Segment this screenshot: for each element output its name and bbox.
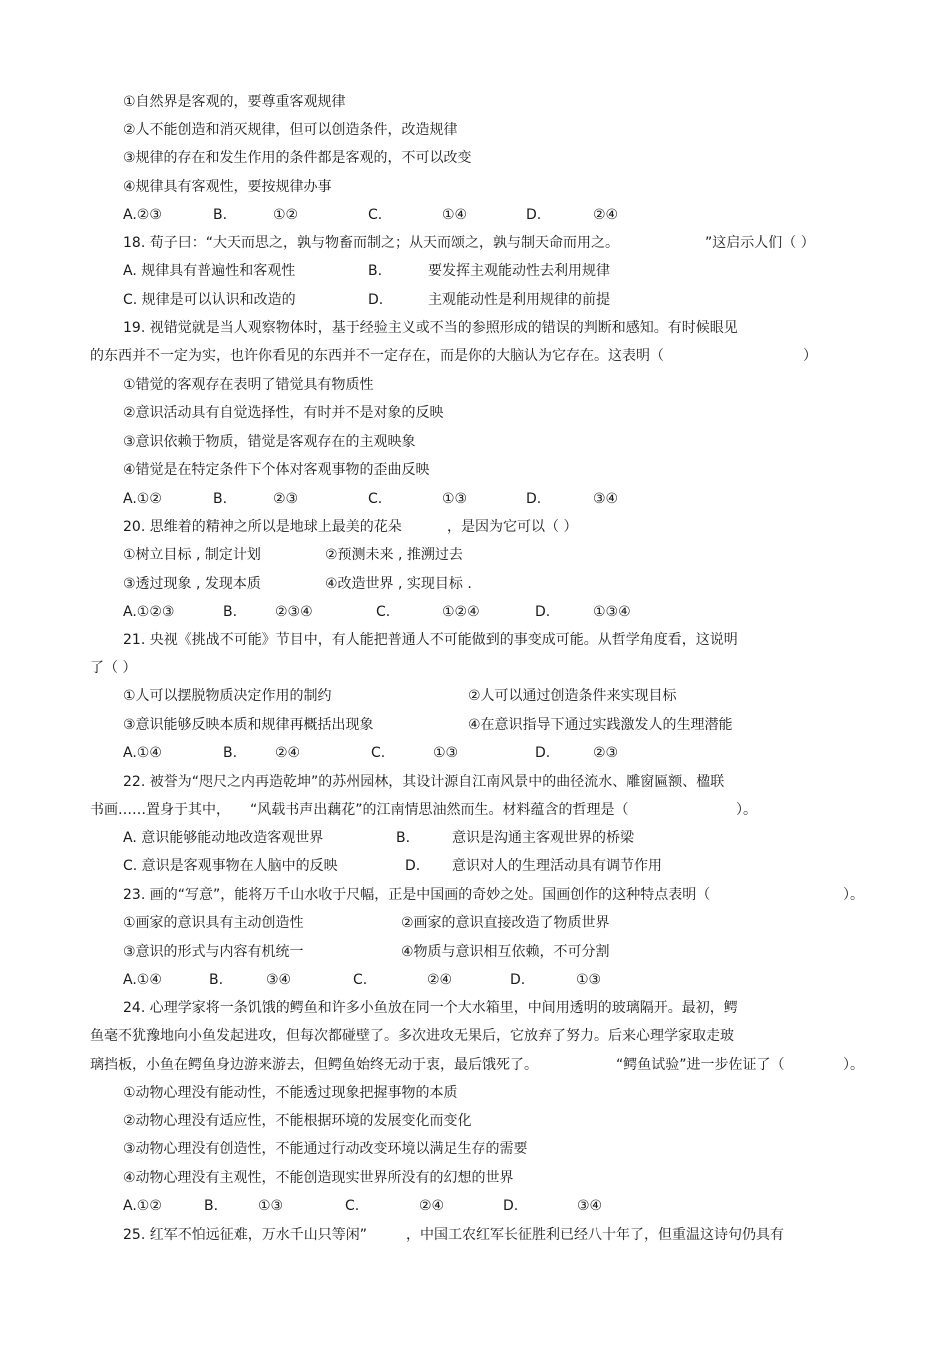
q21-choice-b: ②④ [275, 745, 301, 761]
q20-statement-3: ③透过现象 , 发现本质 [123, 576, 261, 592]
q20-statement-2: ②预测未来 , 推溯过去 [325, 547, 463, 563]
q23-choice-a: A.①④ [123, 972, 162, 988]
q23-choice-d-letter: D. [510, 972, 526, 988]
q24-choice-b-letter: B. [204, 1198, 219, 1214]
q21-choice-b-letter: B. [223, 745, 238, 761]
q20-choice-a: A.①②③ [123, 604, 175, 620]
q17-choice-c-letter: C. [368, 207, 383, 223]
q23-choice-c-letter: C. [353, 972, 368, 988]
q20-statement-1: ①树立目标 , 制定计划 [123, 547, 261, 563]
q23-choice-b-letter: B. [209, 972, 224, 988]
q21-statement-1: ①人可以摆脱物质决定作用的制约 [123, 688, 332, 704]
q19-choice-b: ②③ [273, 491, 299, 507]
q17-choice-b-letter: B. [213, 207, 228, 223]
document-page: ①自然界是客观的，要尊重客观规律 ②人不能创造和消灭规律，但可以创造条件，改造规律 ③规律的存在和发生作用的条件都是客观的，不可以改变 ④规律具有客观性，要按规律办事 A.②③ B. ①② C. ①④ D. ②④ 18. 荀子曰：“大天而思之，孰与物畜而制之；从天而颂之，孰与制天命而用之。 ”这启示人们（ ） A. 规律具有普遍性和客观性 B. 要发挥主观能动性去利用规律 C. 规律是可以认识和改造的 D. 主观能动性是利用规律的前提 19. 视错觉就是当人观察物体时，基于经验主义或不当的参照形成的错误的判断和感知。有时候眼见 的东西并不一定为实，也许你看见的东西并不一定存在，而是你的大脑认为它存在。这表明（ ） ①错觉的客观存在表明了错觉具有物质性 ②意识活动具有自觉选择性，有时并不是对象的反映 ③意识依赖于物质，错觉是客观存在的主观映象 ④错觉是在特定条件下个体对客观事物的歪曲反映 A.①② B. ②③ C. ①③ D. ③④ 20. 思维着的精神之所以是地球上最美的花朵 ，是因为它可以（ ） ①树立目标 , 制定计划 ②预测未来 , 推溯过去 ③透过现象 , 发现本质 ④改造世界 , 实现目标 . A.①②③ B. ②③④ C. ①②④ D. ①③④ 21. 央视《挑战不可能》节目中，有人能把普通人不可能做到的事变成可能。从哲学角度看，这说明 了（ ） ①人可以摆脱物质决定作用的制约 ②人可以通过创造条件来实现目标 ③意识能够反映本质和规律再概括出现象 ④在意识指导下通过实践激发人的生理潜能 A.①④ B. ②④ C. ①③ D. ②③ 22. 被誉为“咫尺之内再造乾坤”的苏州园林，其设计源自江南风景中的曲径流水、雕窗匾额、楹联 书画……置身于其中， “风载书声出藕花”的江南情思油然而生。材料蕴含的哲理是（ ）。 A. 意识能够能动地改造客观世界 B. 意识是沟通主客观世界的桥梁 C. 意识是客观事物在人脑中的反映 D. 意识对人的生理活动具有调节作用 23. 画的“写意”，能将万千山水收于尺幅，正是中国画的奇妙之处。国画创作的这种特点表明（ ）。 ①画家的意识具有主动创造性 ②画家的意识直接改造了物质世界 ③意识的形式与内容有机统一 ④物质与意识相互依赖，不可分割 A.①④ B. ③④ C. ②④ D. ①③ 24. 心理学家将一条饥饿的鳄鱼和许多小鱼放在同一个大水箱里，中间用透明的玻璃隔开。最初，鳄 鱼毫不犹豫地向小鱼发起进攻，但每次都碰壁了。多次进攻无果后，它放弃了努力。后来心理学家取走玻 璃挡板，小鱼在鳄鱼身边游来游去，但鳄鱼始终无动于衷，最后饿死了。 “鳄鱼试验”进一步佐证了（ ）。 ①动物心理没有能动性，不能透过现象把握事物的本质 ②动物心理没有适应性，不能根据环境的发展变化而变化 ③动物心理没有创造性，不能通过行动改变环境以满足生存的需要 ④动物心理没有主观性，不能创造现实世界所没有的幻想的世界 A.①② B. ①③ C. ②④ D. ③④ 25. 红军不怕远征难，万水千山只等闲” ，中国工农红军长征胜利已经八十年了，但重温这诗句仍具有 [90, 94, 864, 1243]
q23-statement-2: ②画家的意识直接改造了物质世界 [401, 915, 610, 931]
q22-choice-b: 意识是沟通主客观世界的桥梁 [452, 830, 634, 846]
q19-statement-2: ②意识活动具有自觉选择性，有时并不是对象的反映 [123, 405, 444, 421]
q21-stem-line1: 21. 央视《挑战不可能》节目中，有人能把普通人不可能做到的事变成可能。从哲学角度看，这说明 [123, 632, 738, 648]
q20-choice-d: ①③④ [593, 604, 631, 620]
q19-choice-d-letter: D. [526, 491, 542, 507]
q17-choice-c: ①④ [442, 207, 468, 223]
q17-statement-3: ③规律的存在和发生作用的条件都是客观的，不可以改变 [123, 150, 472, 166]
q21-statement-4: ④在意识指导下通过实践激发人的生理潜能 [468, 717, 733, 733]
q17-choice-d-letter: D. [526, 207, 542, 223]
q18-choice-d: 主观能动性是利用规律的前提 [428, 292, 610, 308]
q21-choice-c-letter: C. [371, 745, 386, 761]
q23-statement-3: ③意识的形式与内容有机统一 [123, 944, 304, 960]
q22-choice-b-letter: B. [396, 830, 411, 846]
q24-choice-c-letter: C. [345, 1198, 360, 1214]
q20-choice-b-letter: B. [223, 604, 238, 620]
q18-choice-d-letter: D. [368, 292, 384, 308]
q21-choice-c: ①③ [433, 745, 459, 761]
q18-choice-a: A. 规律具有普遍性和客观性 [123, 263, 296, 279]
q17-choice-d: ②④ [593, 207, 619, 223]
q24-stem-line1: 24. 心理学家将一条饥饿的鳄鱼和许多小鱼放在同一个大水箱里，中间用透明的玻璃隔开。最初，鳄 [123, 1000, 738, 1016]
q21-choice-d: ②③ [593, 745, 619, 761]
q22-choice-d: 意识对人的生理活动具有调节作用 [452, 858, 662, 874]
q19-choice-d: ③④ [593, 491, 619, 507]
q20-statement-4: ④改造世界 , 实现目标 . [325, 576, 472, 592]
q20-choice-c: ①②④ [442, 604, 480, 620]
q24-choice-c: ②④ [419, 1198, 445, 1214]
q20-choice-b: ②③④ [275, 604, 313, 620]
q19-choice-b-letter: B. [213, 491, 228, 507]
q18-choice-c: C. 规律是可以认识和改造的 [123, 292, 296, 308]
q20-choice-c-letter: C. [376, 604, 391, 620]
q22-choice-c: C. 意识是客观事物在人脑中的反映 [123, 858, 338, 874]
q19-stem-line1: 19. 视错觉就是当人观察物体时，基于经验主义或不当的参照形成的错误的判断和感知。有时候眼见 [123, 320, 738, 336]
q19-statement-1: ①错觉的客观存在表明了错觉具有物质性 [123, 377, 374, 393]
q19-statement-3: ③意识依赖于物质，错觉是客观存在的主观映象 [123, 434, 416, 450]
q22-choice-a: A. 意识能够能动地改造客观世界 [123, 830, 324, 846]
q18-choice-b: 要发挥主观能动性去利用规律 [428, 263, 610, 279]
q17-statement-2: ②人不能创造和消灭规律，但可以创造条件，改造规律 [123, 122, 458, 138]
q21-stem-line2: 了（ ） [90, 660, 137, 676]
q23-choice-b: ③④ [266, 972, 292, 988]
q24-stem-line2: 鱼毫不犹豫地向小鱼发起进攻，但每次都碰壁了。多次进攻无果后，它放弃了努力。后来心理学家取走玻 [90, 1028, 734, 1044]
q24-choice-d-letter: D. [503, 1198, 519, 1214]
q24-statement-1: ①动物心理没有能动性，不能透过现象把握事物的本质 [123, 1085, 458, 1101]
q19-statement-4: ④错觉是在特定条件下个体对客观事物的歪曲反映 [123, 462, 430, 478]
q23-statement-4: ④物质与意识相互依赖，不可分割 [401, 944, 610, 960]
q21-choice-d-letter: D. [535, 745, 551, 761]
q24-statement-2: ②动物心理没有适应性，不能根据环境的发展变化而变化 [123, 1113, 472, 1129]
q24-statement-4: ④动物心理没有主观性，不能创造现实世界所没有的幻想的世界 [123, 1170, 514, 1186]
q17-statement-4: ④规律具有客观性，要按规律办事 [123, 179, 332, 195]
q21-statement-3: ③意识能够反映本质和规律再概括出现象 [123, 717, 374, 733]
q22-choice-d-letter: D. [405, 858, 421, 874]
q19-choice-a: A.①② [123, 491, 162, 507]
q17-statement-1: ①自然界是客观的，要尊重客观规律 [123, 94, 346, 110]
q23-choice-d: ①③ [576, 972, 602, 988]
q19-choice-c-letter: C. [368, 491, 383, 507]
q24-statement-3: ③动物心理没有创造性，不能通过行动改变环境以满足生存的需要 [123, 1141, 528, 1157]
q21-choice-a: A.①④ [123, 745, 162, 761]
q21-statement-2: ②人可以通过创造条件来实现目标 [468, 688, 677, 704]
q24-choice-d: ③④ [577, 1198, 603, 1214]
q17-choice-b: ①② [273, 207, 299, 223]
q24-choice-a: A.①② [123, 1198, 162, 1214]
q20-choice-d-letter: D. [535, 604, 551, 620]
q22-stem-line1: 22. 被誉为“咫尺之内再造乾坤”的苏州园林，其设计源自江南风景中的曲径流水、雕窗匾额、楹联 [123, 774, 725, 790]
q17-choice-a: A.②③ [123, 207, 162, 223]
q23-statement-1: ①画家的意识具有主动创造性 [123, 915, 304, 931]
q24-choice-b: ①③ [258, 1198, 284, 1214]
q18-choice-b-letter: B. [368, 263, 383, 279]
q23-choice-c: ②④ [427, 972, 453, 988]
q19-choice-c: ①③ [442, 491, 468, 507]
